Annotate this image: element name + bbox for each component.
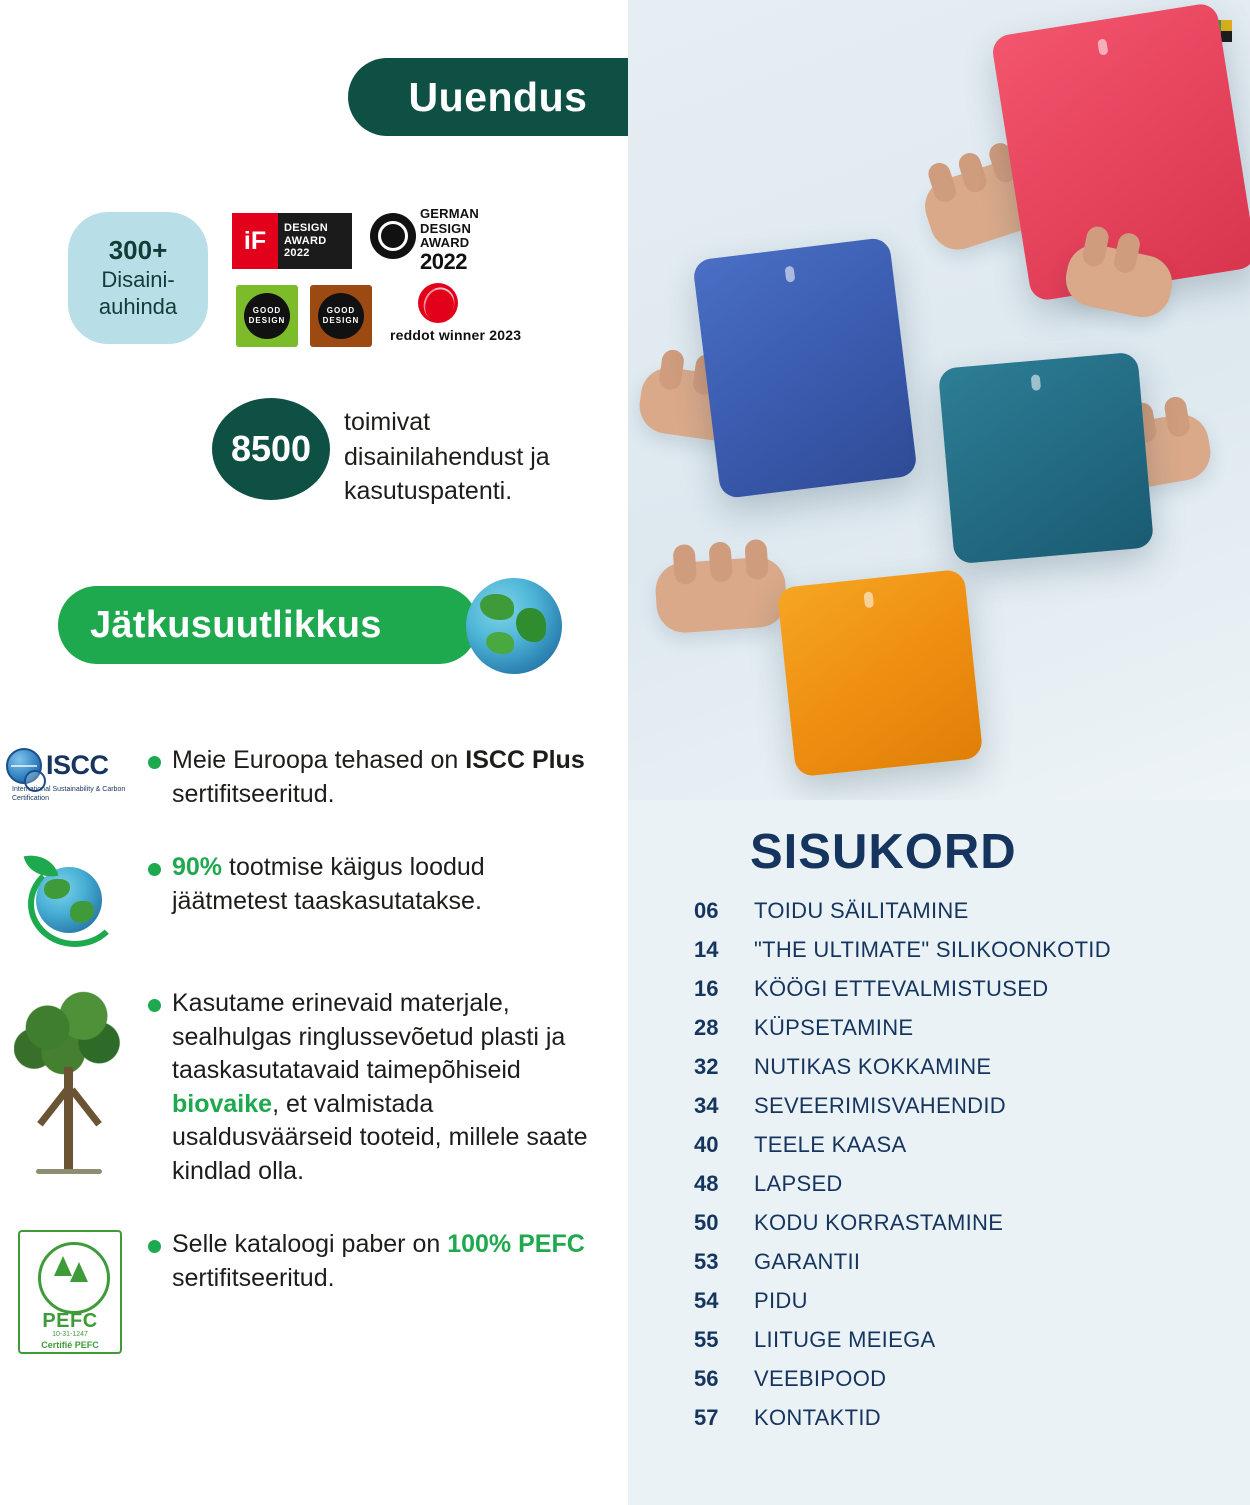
sustainability-item <box>0 983 628 1188</box>
tree-icon <box>10 989 130 1179</box>
sustainability-text-3 <box>172 983 628 1188</box>
bullet <box>140 1224 172 1354</box>
tree-branch-right <box>69 1088 102 1127</box>
sus2-part1: 90% <box>172 853 223 881</box>
reddot-award-label: reddot winner 2023 <box>390 327 522 343</box>
toc-entry-label: TEELE KAASA <box>754 1132 907 1157</box>
pefc-icon-wrap <box>0 1224 140 1354</box>
toc-row[interactable] <box>694 937 1234 976</box>
sustainability-item <box>0 1224 628 1354</box>
toc-page-number: 50 <box>694 1210 719 1235</box>
if-award-title: DESIGN AWARD <box>284 222 328 247</box>
tree-ground <box>36 1169 102 1174</box>
pefc-tree-2 <box>70 1262 88 1282</box>
design-awards-label-line2: auhinda <box>98 293 178 319</box>
toc-entry-label: NUTIKAS KOKKAMINE <box>754 1054 992 1079</box>
finger <box>672 544 697 585</box>
toc-page-number: 53 <box>694 1249 719 1274</box>
finger <box>708 541 733 582</box>
toc-row[interactable] <box>694 1054 1234 1093</box>
if-design-award-icon <box>232 213 352 269</box>
hero-product-image <box>628 0 1250 800</box>
design-awards-badge <box>68 212 208 344</box>
patents-stat-number: 8500 <box>230 428 312 469</box>
uuendus-banner <box>348 58 648 136</box>
bullet-dot-icon <box>148 999 161 1012</box>
iscc-logo-icon <box>6 746 134 808</box>
toc-page-number: 14 <box>694 937 719 962</box>
award-logos <box>232 205 522 365</box>
good-design-brown-label: GOOD DESIGN <box>318 293 364 339</box>
sus4-part3: sertifitseeritud. <box>172 1263 335 1292</box>
toc-page-number: 16 <box>694 976 719 1001</box>
toc-row[interactable] <box>694 1249 1234 1288</box>
toc-entry-label: TOIDU SÄILITAMINE <box>754 898 969 923</box>
reddot-circle-icon <box>418 283 458 323</box>
toc-page-number: 40 <box>694 1132 719 1157</box>
toc-page-number: 57 <box>694 1405 719 1430</box>
tree-icon-wrap <box>0 983 140 1179</box>
toc-entry-label: KÜPSETAMINE <box>754 1015 914 1040</box>
bullet-dot-icon <box>148 756 161 769</box>
toc-row[interactable] <box>694 1093 1234 1132</box>
iscc-logo-name: ISCC <box>46 750 109 780</box>
sustainability-text-4 <box>172 1224 628 1354</box>
toc-page-number: 54 <box>694 1288 719 1313</box>
bullet-dot-icon <box>148 863 161 876</box>
teal-silicone-bag <box>938 352 1154 565</box>
color-mark-black <box>1221 31 1232 42</box>
if-award-text <box>278 213 352 269</box>
recycle-icon-wrap <box>0 847 140 939</box>
sustainability-list <box>0 740 628 1360</box>
toc-list <box>694 898 1234 1444</box>
toc-page-number: 32 <box>694 1054 719 1079</box>
toc-entry-label: PIDU <box>754 1288 808 1313</box>
if-mark: iF <box>232 213 278 269</box>
german-design-award-title: GERMAN DESIGN AWARD <box>420 206 479 251</box>
globe-land-2 <box>516 608 546 642</box>
toc-page-number: 55 <box>694 1327 719 1352</box>
german-design-award-icon <box>370 205 500 275</box>
sus1-part2: ISCC Plus <box>465 746 585 774</box>
toc-entry-label: VEEBIPOOD <box>754 1366 887 1391</box>
good-design-award-green-icon <box>236 285 298 347</box>
toc-title: SISUKORD <box>750 825 1017 879</box>
uuendus-banner-label: Uuendus <box>408 73 588 120</box>
toc-entry-label: GARANTII <box>754 1249 861 1274</box>
globe-land-1 <box>480 594 514 620</box>
toc-entry-label: KONTAKTID <box>754 1405 881 1430</box>
iscc-icon-wrap <box>0 740 140 808</box>
toc-entry-label: LAPSED <box>754 1171 843 1196</box>
bullet-dot-icon <box>148 1240 161 1253</box>
sus4-part2: 100% PEFC <box>447 1230 585 1258</box>
pefc-logo-code: 10-31-1247 <box>52 1331 88 1338</box>
toc-row[interactable] <box>694 1171 1234 1210</box>
finger <box>658 349 685 392</box>
toc-entry-label: KÖÖGI ETTEVALMISTUSED <box>754 976 1049 1001</box>
good-design-green-label: GOOD DESIGN <box>244 293 290 339</box>
sus1-part3: sertifitseeritud. <box>172 779 335 808</box>
sustainability-item <box>0 740 628 811</box>
toc-row[interactable] <box>694 1210 1234 1249</box>
toc-row[interactable] <box>694 898 1234 937</box>
finger <box>1163 395 1192 438</box>
globe-icon <box>466 578 562 674</box>
toc-page-number: 06 <box>694 898 719 923</box>
toc-row[interactable] <box>694 1288 1234 1327</box>
sustainability-text-2 <box>172 847 628 939</box>
pefc-logo-name: PEFC <box>42 1310 98 1332</box>
design-awards-label-line1: Disaini- <box>101 267 175 293</box>
toc-row[interactable] <box>694 1366 1234 1405</box>
tree-trunk <box>64 1067 73 1171</box>
toc-row[interactable] <box>694 1327 1234 1366</box>
design-awards-count: 300+ <box>108 235 168 266</box>
sus3-part3: , et valmistada usaldusväärseid tooteid, millele saate kindlad olla. <box>172 1089 588 1185</box>
recycling-globe-icon <box>22 853 118 939</box>
sus4-part1: Selle kataloogi paber on <box>172 1230 448 1258</box>
bullet <box>140 847 172 939</box>
finger <box>744 539 769 580</box>
recycle-land-2 <box>70 901 94 923</box>
toc-entry-label: SEVEERIMISVAHENDID <box>754 1093 1006 1118</box>
sus3-part2: biovaike <box>172 1089 273 1118</box>
sus3-part1: Kasutame erinevaid materjale, sealhulgas ringlussevõetud plasti ja taaskasutatavaid taimepõhiseid <box>172 989 566 1084</box>
jatkusuutlikkus-banner-label: Jätkusuutlikkus <box>90 603 382 646</box>
orange-silicone-bag <box>777 569 984 778</box>
good-design-award-brown-icon <box>310 285 372 347</box>
pefc-logo-cert: Certifié PEFC <box>41 1340 99 1350</box>
pefc-logo-icon <box>18 1230 122 1354</box>
sus2-part2: tootmise käigus loodud jäätmetest taaskasutatakse. <box>172 853 485 915</box>
toc-page-number: 56 <box>694 1366 719 1391</box>
patents-stat-text: toimivat disainilahendust ja kasutuspatenti. <box>344 408 550 505</box>
toc-row[interactable] <box>694 1015 1234 1054</box>
toc-entry-label: LIITUGE MEIEGA <box>754 1327 936 1352</box>
german-design-award-year: 2022 <box>420 249 467 274</box>
toc-page-number: 28 <box>694 1015 719 1040</box>
toc-page-number: 48 <box>694 1171 719 1196</box>
right-column <box>628 0 1250 1505</box>
jatkusuutlikkus-banner <box>58 586 478 664</box>
reddot-award-icon <box>390 283 520 351</box>
finger <box>956 150 989 195</box>
patents-stat-badge <box>212 398 330 500</box>
toc-entry-label: "THE ULTIMATE" SILIKOONKOTID <box>754 937 1111 962</box>
toc-row[interactable] <box>694 1405 1234 1444</box>
recycle-globe-shape <box>36 867 102 933</box>
german-design-award-ring <box>370 213 416 259</box>
recycle-land-1 <box>44 879 70 899</box>
hand-5 <box>654 556 789 635</box>
blue-silicone-bag <box>692 237 918 499</box>
bullet <box>140 983 172 1188</box>
if-award-year: 2022 <box>284 247 310 260</box>
iscc-logo-subtitle: International Sustainability & Carbon Certification <box>12 786 126 802</box>
toc-page-number: 34 <box>694 1093 719 1118</box>
sustainability-text-1 <box>172 740 628 811</box>
table-of-contents <box>628 800 1250 1505</box>
toc-entry-label: KODU KORRASTAMINE <box>754 1210 1004 1235</box>
finger <box>926 160 959 205</box>
bullet <box>140 740 172 811</box>
sus1-part1: Meie Euroopa tehased on <box>172 746 466 774</box>
color-mark-yellow <box>1221 20 1232 31</box>
sustainability-item <box>0 847 628 939</box>
toc-row[interactable] <box>694 1132 1234 1171</box>
globe-land-3 <box>486 632 514 654</box>
toc-row[interactable] <box>694 976 1234 1015</box>
